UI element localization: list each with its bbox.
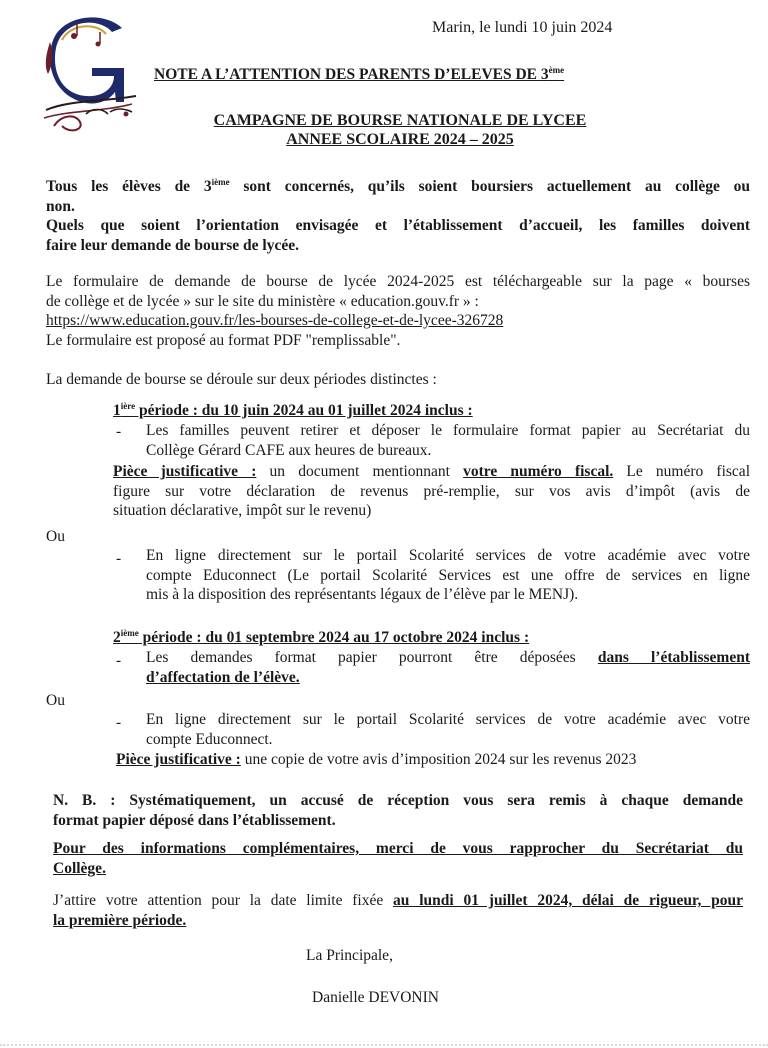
ministry-link[interactable]: https://www.education.gouv.fr/les-bourses-de-college-et-de-lycee-326728: [46, 312, 504, 329]
signature-role: La Principale,: [306, 947, 393, 964]
letter-date: Marin, le lundi 10 juin 2024: [432, 19, 613, 36]
info-paragraph: Pour des informations complémentaires, merci de vous rapprocher du Secrétariat du Collège.: [53, 840, 743, 877]
period1-title: $1^{ière}$ période : du 10 juin 2024 au 01 juillet 2024 inclus :: [113, 401, 473, 419]
note-title: NOTE A L’ATTENTION DES PARENTS D’ELEVES DE 3ème: [154, 65, 565, 83]
intro-paragraph: Tous les élèves de 3ième sont concernés, qu’ils soient boursiers actuellement au collège ou non. Quels que soient l’orientation envisagée et l’établissement d’accueil, les familles doivent faire leur demande de bourse de lycée.: [46, 177, 751, 254]
page-bottom-edge: [0, 1044, 768, 1046]
period1-item2: En ligne directement sur le portail Scolarité services de votre académie avec votre compte Educonnect (Le portail Scolarité Services est une offre de services en ligne mis à la disposition des représentants légaux de l’élève par le MENJ).: [146, 547, 750, 603]
period1-bullet2: -: [116, 550, 122, 567]
period2-item1: Les demandes format papier pourront être déposées dans l’établissement d’affectation de l’élève.: [146, 649, 750, 686]
period2-title: 2ième période : du 01 septembre 2024 au 17 octobre 2024 inclus :: [113, 628, 530, 646]
deadline-paragraph: J’attire votre attention pour la date limite fixée au lundi 01 juillet 2024, délai de rigueur, pour la première période.: [53, 892, 743, 929]
periods-intro: La demande de bourse se déroule sur deux périodes distinctes :: [46, 371, 437, 388]
form-info-paragraph: Le formulaire de demande de bourse de lycée 2024-2025 est téléchargeable sur la page « bourses de collège et de lycée » sur le site du ministère « education.gouv.fr » : https://www.education.gouv.fr/les-bourses-de-college-et-de-lycee-326728 Le formulaire est proposé au format PDF "remplissable".: [46, 273, 750, 349]
period1-or-label: Ou: [46, 528, 65, 545]
period1-bullet1: -: [116, 423, 122, 440]
period2-or-label: Ou: [46, 692, 65, 709]
period2-bullet1: -: [116, 652, 122, 669]
campaign-title: CAMPAGNE DE BOURSE NATIONALE DE LYCEE: [213, 112, 587, 129]
period2-supporting-document: Pièce justificative : une copie de votre avis d’imposition 2024 sur les revenus 2023: [116, 751, 637, 768]
school-year-title: ANNEE SCOLAIRE 2024 – 2025: [286, 131, 514, 148]
period2-item2: En ligne directement sur le portail Scolarité services de votre académie avec votre compte Educonnect.: [146, 711, 750, 748]
nb-paragraph: N. B. : Systématiquement, un accusé de réception vous sera remis à chaque demande format papier déposé dans l’établissement.: [53, 792, 743, 829]
signature-name: Danielle DEVONIN: [312, 989, 439, 1006]
period2-bullet2: -: [116, 714, 122, 731]
period1-item1: Les familles peuvent retirer et déposer le formulaire format papier au Secrétariat du Collège Gérard CAFE aux heures de bureaux.: [146, 422, 750, 459]
period1-supporting-document: Pièce justificative : un document mentionnant votre numéro fiscal. Le numéro fiscal figure sur votre déclaration de revenus pré-remplie, sur vos avis d’impôt (avis de situation déclarative, impôt sur le revenu): [113, 463, 750, 519]
